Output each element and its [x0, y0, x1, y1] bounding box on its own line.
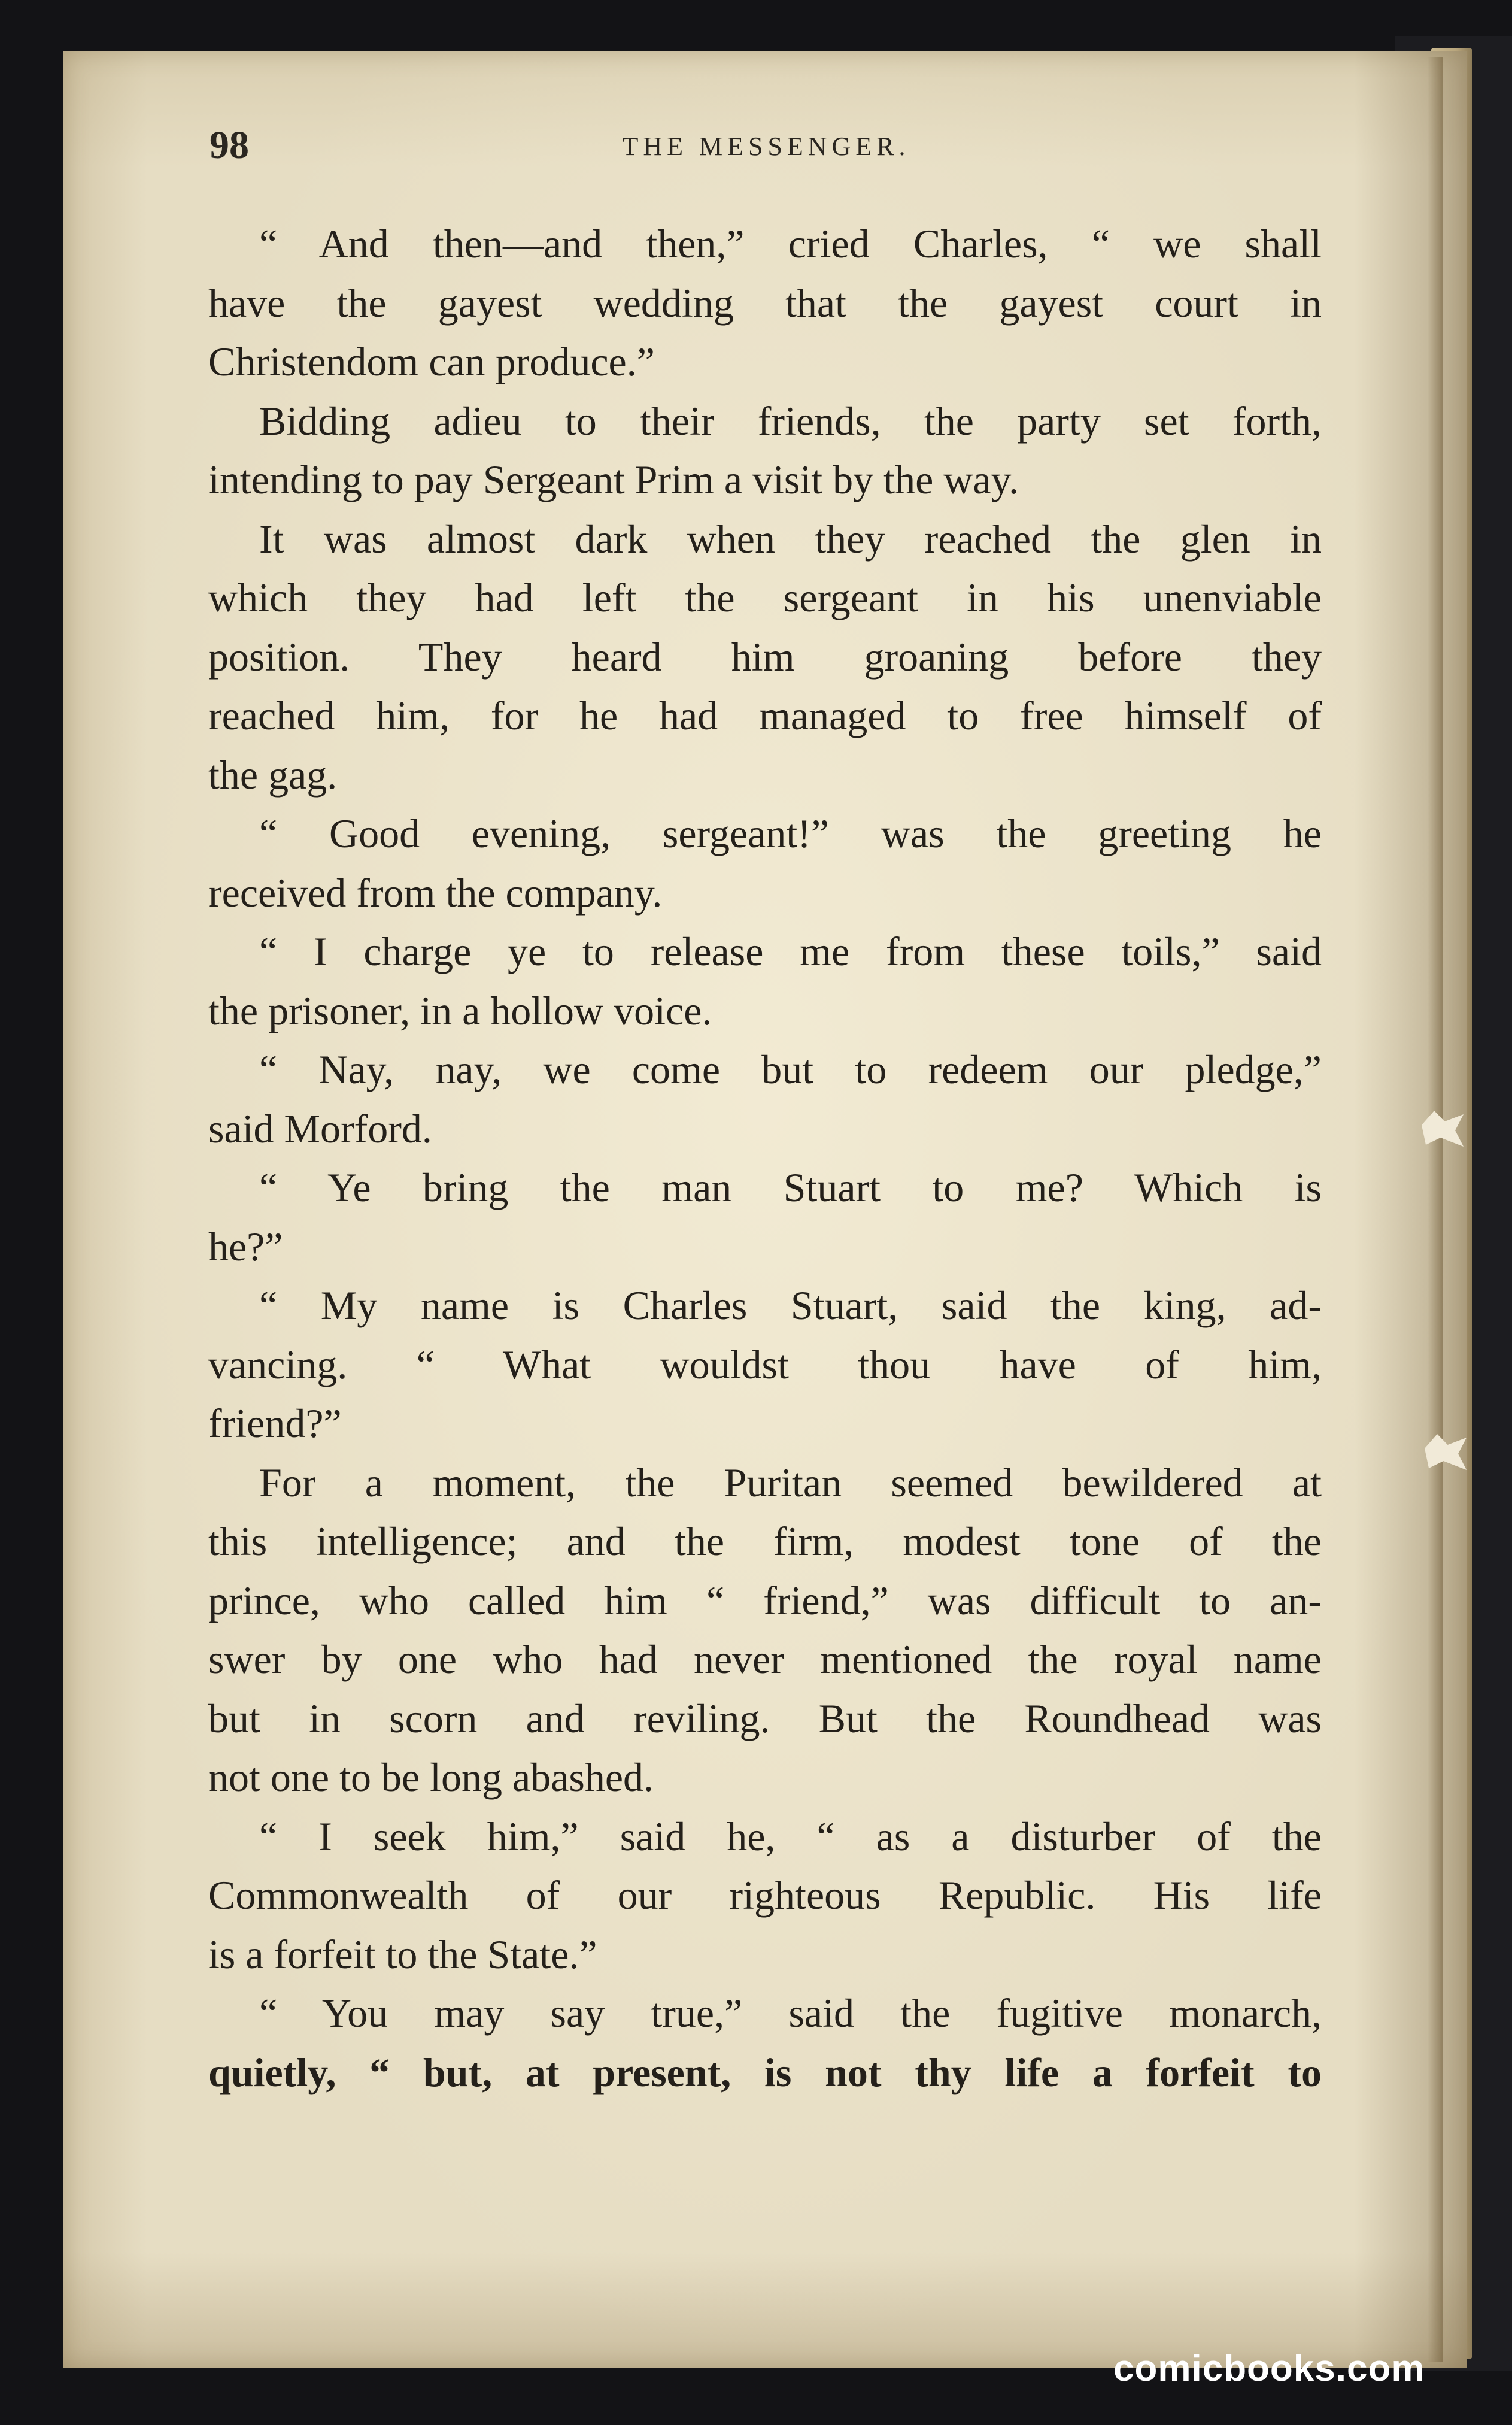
running-head — [210, 123, 1323, 171]
text-line: said Morford. — [208, 1105, 432, 1151]
text-line: “ Nay, nay, we come but to redeem our pledge,” — [259, 1047, 1322, 1092]
text-line: reached him, for he had managed to free himself of — [208, 693, 1322, 738]
text-line: “ My name is Charles Stuart, said the king, ad- — [259, 1283, 1322, 1328]
text-line: Christendom can produce.” — [208, 339, 655, 384]
text-line: Bidding adieu to their friends, the party set forth, — [259, 398, 1322, 444]
text-line: “ Good evening, sergeant!” was the greeting he — [259, 811, 1322, 856]
text-line: It was almost dark when they reached the glen in — [259, 516, 1322, 562]
text-line: Commonwealth of our righteous Republic. His life — [208, 1872, 1322, 1918]
text-line: but in scorn and reviling. But the Roundhead was — [208, 1695, 1322, 1741]
body-text — [208, 214, 1322, 2102]
text-line: “ I seek him,” said he, “ as a disturber of the — [259, 1813, 1322, 1859]
text-line: “ You may say true,” said the fugitive monarch, — [259, 1990, 1322, 2036]
text-line: friend?” — [208, 1401, 342, 1446]
text-line: the gag. — [208, 751, 338, 798]
text-line: prince, who called him “ friend,” was difficult to an- — [208, 1577, 1322, 1623]
page-edge-shadow — [1428, 57, 1443, 2362]
watermark-text: comicbooks.com — [1113, 2348, 1425, 2389]
text-line: this intelligence; and the firm, modest tone of the — [208, 1518, 1322, 1564]
text-line: position. They heard him groaning before they — [208, 633, 1322, 680]
text-line: the prisoner, in a hollow voice. — [208, 987, 712, 1033]
text-line: “ Ye bring the man Stuart to me? Which is — [259, 1165, 1322, 1210]
text-line: he?” — [208, 1223, 283, 1269]
text-line: “ And then—and then,” cried Charles, “ we shall — [259, 221, 1322, 266]
text-line: which they had left the sergeant in his unenviable — [208, 575, 1322, 620]
text-line: swer by one who had never mentioned the royal name — [208, 1636, 1322, 1682]
text-line: have the gayest wedding that the gayest court in — [208, 280, 1322, 326]
page-number: 98 — [210, 123, 249, 167]
text-line: is a forfeit to the State.” — [208, 1931, 597, 1977]
text-line: For a moment, the Puritan seemed bewildered at — [259, 1459, 1322, 1505]
text-line: “ I charge ye to release me from these toils,” said — [259, 929, 1322, 974]
running-title: THE MESSENGER. — [622, 132, 910, 161]
text-line: received from the company. — [208, 869, 663, 916]
text-line: not one to be long abashed. — [208, 1754, 654, 1800]
text-line: quietly, “ but, at present, is not thy life a forfeit to — [208, 2049, 1322, 2095]
text-line: vancing. “ What wouldst thou have of him, — [208, 1341, 1322, 1387]
text-line: intending to pay Sergeant Prim a visit by the way. — [208, 457, 1019, 502]
